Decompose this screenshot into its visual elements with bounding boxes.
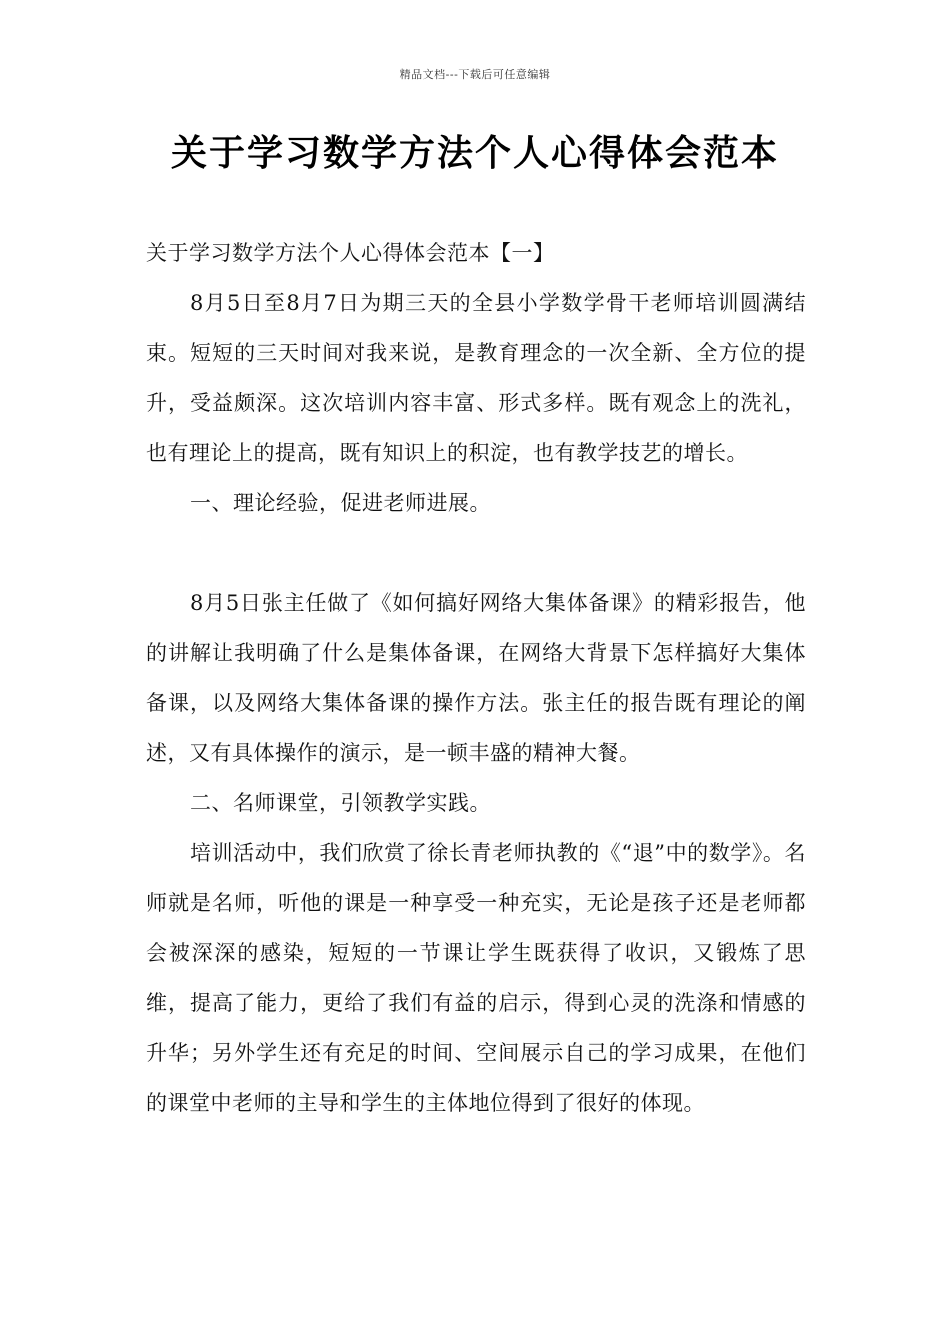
paragraph-1: 8月5日至8月7日为期三天的全县小学数学骨干老师培训圆满结束。短短的三天时间对我来说，是教育理念的一次全新、全方位的提升，受益颇深。这次培训内容丰富、形式多样。既有观念上的洗礼，也有理论上的提高，既有知识上的积淀，也有教学技艺的增长。: [146, 291, 806, 465]
header-note: 精品文档---下载后可任意编辑: [399, 68, 551, 81]
document-body: [146, 228, 806, 1128]
paragraph-2: 8月5日张主任做了《如何搞好网络大集体备课》的精彩报告，他的讲解让我明确了什么是集体备课，在网络大背景下怎样搞好大集体备课，以及网络大集体备课的操作方法。张主任的报告既有理论的阐述，又有具体操作的演示，是一顿丰盛的精神大餐。: [146, 591, 806, 765]
section-subheading: 关于学习数学方法个人心得体会范本【一】: [146, 241, 555, 265]
paragraph-spacer: [146, 528, 806, 578]
document-title: 关于学习数学方法个人心得体会范本: [170, 133, 779, 174]
section-heading-2: 二、名师课堂，引领教学实践。: [190, 791, 491, 815]
section-heading-1: 一、理论经验，促进老师进展。: [190, 491, 491, 515]
paragraph-3: 培训活动中，我们欣赏了徐长青老师执教的《“退”中的数学》。名师就是名师，听他的课是一种享受一种充实，无论是孩子还是老师都会被深深的感染，短短的一节课让学生既获得了收识，又锻炼了思维，提高了能力，更给了我们有益的启示，得到心灵的洗涤和情感的升华；另外学生还有充足的时间、空间展示自己的学习成果，在他们的课堂中老师的主导和学生的主体地位得到了很好的体现。: [146, 841, 806, 1115]
